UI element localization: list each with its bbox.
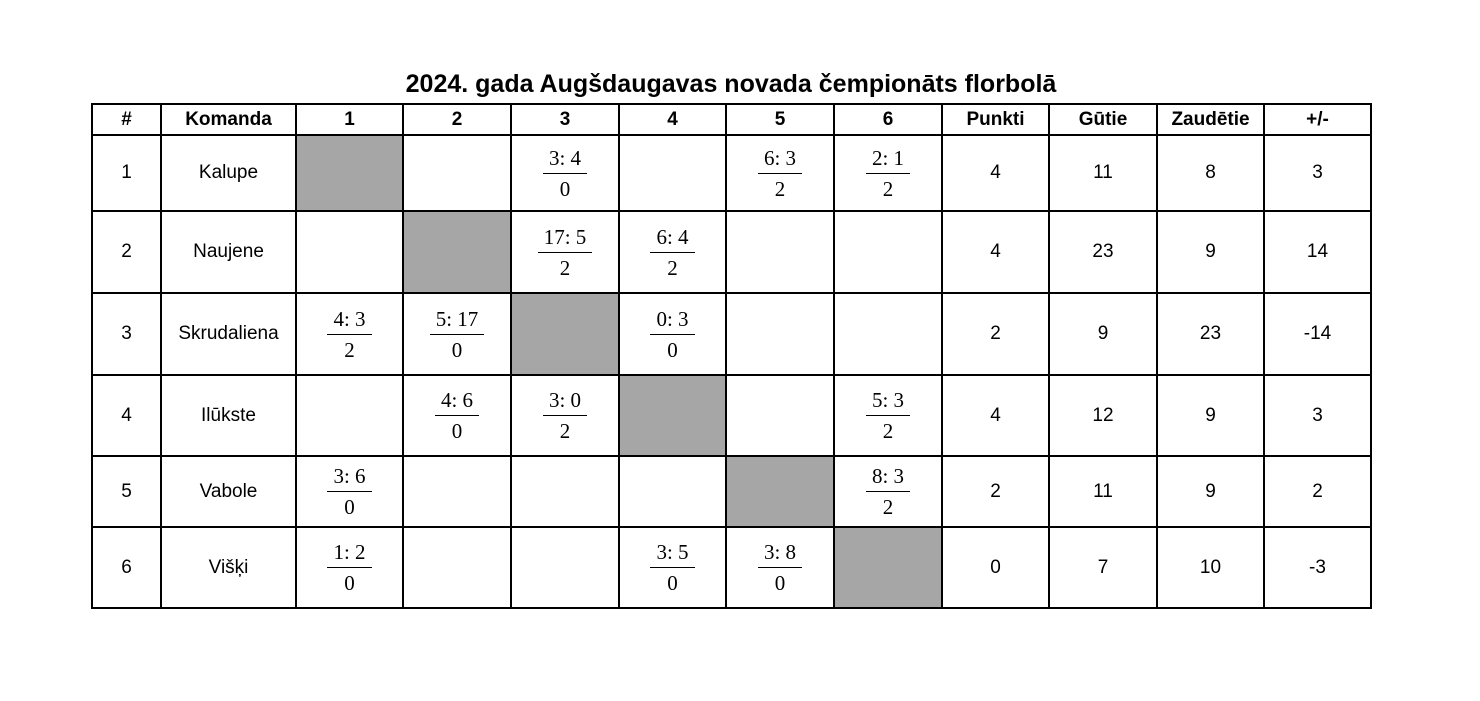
match-result xyxy=(866,146,910,201)
match-cell xyxy=(296,293,403,375)
total-points: 4 xyxy=(942,211,1049,293)
match-cell xyxy=(619,527,726,608)
match-points: 0 xyxy=(344,571,355,595)
header-number: # xyxy=(92,104,161,135)
match-points: 2 xyxy=(667,255,678,280)
match-score: 6: 3 xyxy=(758,146,802,174)
match-cell xyxy=(296,211,403,293)
match-cell xyxy=(403,527,511,608)
header-round-3: 3 xyxy=(511,104,619,135)
match-result xyxy=(866,388,910,443)
match-score: 3: 8 xyxy=(758,540,802,568)
goal-difference: 3 xyxy=(1264,375,1371,456)
match-result xyxy=(650,225,694,280)
match-score: 4: 3 xyxy=(327,307,371,335)
self-match-cell xyxy=(834,527,942,608)
match-cell xyxy=(834,375,942,456)
goals-scored: 11 xyxy=(1049,456,1157,527)
goal-difference: -3 xyxy=(1264,527,1371,608)
match-cell xyxy=(511,527,619,608)
match-points: 0 xyxy=(344,495,355,519)
match-cell xyxy=(726,527,834,608)
match-score: 3: 5 xyxy=(650,540,694,568)
row-number: 6 xyxy=(92,527,161,608)
header-diff: +/- xyxy=(1264,104,1371,135)
match-result xyxy=(543,388,587,443)
match-score: 5: 17 xyxy=(430,307,485,335)
match-points: 2 xyxy=(774,176,786,201)
row-number: 2 xyxy=(92,211,161,293)
goals-scored: 9 xyxy=(1049,293,1157,375)
match-cell xyxy=(834,211,942,293)
match-points: 2 xyxy=(559,255,571,280)
header-row xyxy=(92,104,1371,135)
match-score: 1: 2 xyxy=(327,540,371,568)
header-conceded: Zaudētie xyxy=(1157,104,1264,135)
goals-scored: 23 xyxy=(1049,211,1157,293)
match-result xyxy=(327,464,371,519)
table-row xyxy=(92,527,1371,608)
header-points: Punkti xyxy=(942,104,1049,135)
match-cell xyxy=(403,375,511,456)
total-points: 2 xyxy=(942,293,1049,375)
total-points: 4 xyxy=(942,375,1049,456)
match-cell xyxy=(619,211,726,293)
match-score: 17: 5 xyxy=(538,225,593,253)
match-cell xyxy=(619,456,726,527)
header-scored: Gūtie xyxy=(1049,104,1157,135)
self-match-cell xyxy=(619,375,726,456)
match-cell xyxy=(296,527,403,608)
match-cell xyxy=(511,135,619,211)
row-number: 1 xyxy=(92,135,161,211)
match-score: 5: 3 xyxy=(866,388,910,416)
match-cell xyxy=(403,293,511,375)
match-score: 0: 3 xyxy=(650,307,694,335)
goal-difference: 2 xyxy=(1264,456,1371,527)
goal-difference: 3 xyxy=(1264,135,1371,211)
match-cell xyxy=(834,293,942,375)
match-points: 2 xyxy=(559,419,571,443)
self-match-cell xyxy=(296,135,403,211)
total-points: 4 xyxy=(942,135,1049,211)
match-cell xyxy=(296,456,403,527)
match-result xyxy=(327,540,371,595)
goals-conceded: 8 xyxy=(1157,135,1264,211)
row-number: 4 xyxy=(92,375,161,456)
goals-conceded: 23 xyxy=(1157,293,1264,375)
match-cell xyxy=(726,375,834,456)
match-score: 3: 0 xyxy=(543,388,587,416)
goals-conceded: 9 xyxy=(1157,375,1264,456)
match-result xyxy=(758,146,802,201)
table-row xyxy=(92,135,1371,211)
match-cell xyxy=(834,456,942,527)
header-round-4: 4 xyxy=(619,104,726,135)
document-title: 2024. gada Augšdaugavas novada čempionāts florbolā xyxy=(405,70,1057,98)
goal-difference: -14 xyxy=(1264,293,1371,375)
row-number: 3 xyxy=(92,293,161,375)
goal-difference: 14 xyxy=(1264,211,1371,293)
match-result xyxy=(543,146,587,201)
team-name: Skrudaliena xyxy=(161,293,296,375)
self-match-cell xyxy=(403,211,511,293)
header-round-1: 1 xyxy=(296,104,403,135)
match-cell xyxy=(403,456,511,527)
match-points: 2 xyxy=(882,419,894,443)
self-match-cell xyxy=(726,456,834,527)
match-result xyxy=(650,540,694,595)
match-result xyxy=(650,307,694,362)
match-cell xyxy=(619,135,726,211)
team-name: Naujene xyxy=(161,211,296,293)
goals-scored: 11 xyxy=(1049,135,1157,211)
match-result xyxy=(866,464,910,519)
match-score: 3: 4 xyxy=(543,146,587,174)
match-points: 0 xyxy=(774,571,786,595)
match-points: 0 xyxy=(451,419,463,443)
match-score: 4: 6 xyxy=(435,388,479,416)
match-points: 2 xyxy=(882,176,894,201)
team-name: Ilūkste xyxy=(161,375,296,456)
match-result xyxy=(538,225,593,280)
match-points: 0 xyxy=(451,337,463,362)
header-round-5: 5 xyxy=(726,104,834,135)
match-score: 2: 1 xyxy=(866,146,910,174)
match-score: 6: 4 xyxy=(650,225,694,253)
match-points: 2 xyxy=(882,495,894,519)
standings-table xyxy=(91,103,1372,609)
header-round-2: 2 xyxy=(403,104,511,135)
match-points: 0 xyxy=(667,571,678,595)
goals-conceded: 9 xyxy=(1157,456,1264,527)
header-team: Komanda xyxy=(161,104,296,135)
header-round-6: 6 xyxy=(834,104,942,135)
table-row xyxy=(92,293,1371,375)
match-score: 8: 3 xyxy=(866,464,910,492)
match-result xyxy=(435,388,479,443)
total-points: 0 xyxy=(942,527,1049,608)
goals-scored: 12 xyxy=(1049,375,1157,456)
match-result xyxy=(327,307,371,362)
table-row xyxy=(92,456,1371,527)
goals-conceded: 9 xyxy=(1157,211,1264,293)
total-points: 2 xyxy=(942,456,1049,527)
match-cell xyxy=(834,135,942,211)
team-name: Višķi xyxy=(161,527,296,608)
match-result xyxy=(430,307,485,362)
match-score: 3: 6 xyxy=(327,464,371,492)
match-cell xyxy=(511,375,619,456)
match-cell xyxy=(511,211,619,293)
match-cell xyxy=(511,456,619,527)
standings-body xyxy=(92,135,1371,608)
match-points: 2 xyxy=(344,337,355,362)
match-cell xyxy=(403,135,511,211)
match-points: 0 xyxy=(667,337,678,362)
goals-conceded: 10 xyxy=(1157,527,1264,608)
row-number: 5 xyxy=(92,456,161,527)
self-match-cell xyxy=(511,293,619,375)
goals-scored: 7 xyxy=(1049,527,1157,608)
team-name: Kalupe xyxy=(161,135,296,211)
table-row xyxy=(92,375,1371,456)
match-cell xyxy=(726,293,834,375)
match-points: 0 xyxy=(559,176,571,201)
match-result xyxy=(758,540,802,595)
table-row xyxy=(92,211,1371,293)
team-name: Vabole xyxy=(161,456,296,527)
match-cell xyxy=(296,375,403,456)
match-cell xyxy=(726,211,834,293)
match-cell xyxy=(619,293,726,375)
match-cell xyxy=(726,135,834,211)
